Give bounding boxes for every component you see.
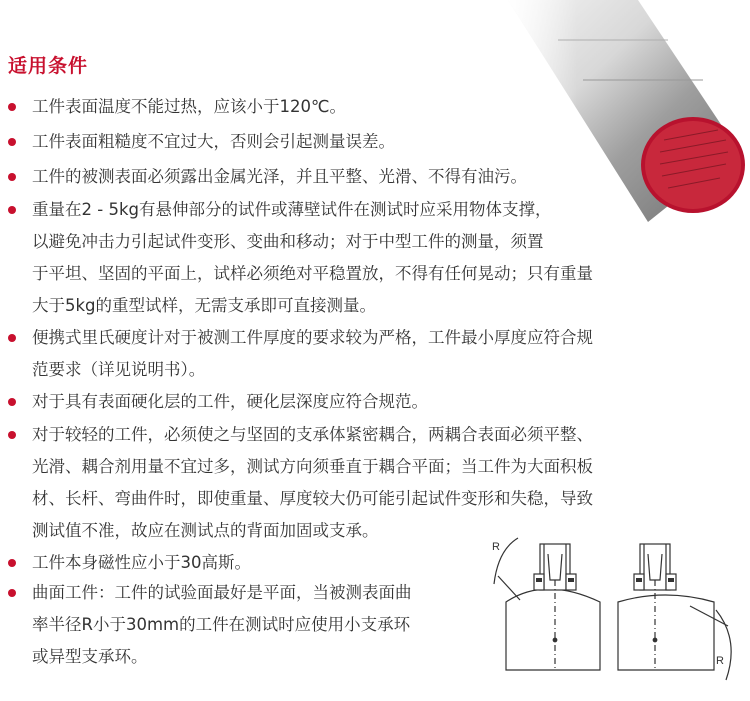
condition-text-line: 工件的被测表面必须露出金属光泽，并且平整、光滑、不得有油污。 <box>32 167 527 186</box>
condition-item <box>8 322 593 386</box>
condition-item <box>8 419 593 547</box>
condition-item <box>8 194 593 322</box>
condition-text-line: 对于具有表面硬化层的工件，硬化层深度应符合规范。 <box>32 392 428 411</box>
radius-label-left: R <box>492 541 500 553</box>
condition-item <box>8 577 412 673</box>
condition-text-line: 工件表面粗糙度不宜过大，否则会引起测量误差。 <box>32 132 395 151</box>
bullet-icon <box>8 431 16 439</box>
condition-text-line: 大于5kg的重型试样，无需支承即可直接测量。 <box>32 296 377 315</box>
condition-text-line: 范要求（详见说明书）。 <box>32 360 206 379</box>
curved-surface-support-diagram <box>490 530 750 701</box>
condition-text-line: 曲面工件：工件的试验面最好是平面，当被测表面曲 <box>32 583 412 602</box>
condition-text-line: 率半径R小于30mm的工件在测试时应使用小支承环 <box>32 615 411 634</box>
condition-text-line: 便携式里氏硬度计对于被测工件厚度的要求较为严格，工件最小厚度应符合规 <box>32 328 593 347</box>
bullet-icon <box>8 206 16 214</box>
condition-item <box>8 386 428 418</box>
bullet-icon <box>8 138 16 146</box>
radius-label-right: R <box>716 655 724 667</box>
bullet-icon <box>8 559 16 567</box>
condition-item <box>8 91 346 123</box>
section-title: 适用条件 <box>8 55 89 77</box>
condition-text-line: 或异型支承环。 <box>32 647 148 666</box>
condition-text-line: 工件本身磁性应小于30高斯。 <box>32 553 251 572</box>
condition-text-line: 于平坦、坚固的平面上，试样必须绝对平稳置放，不得有任何晃动；只有重量 <box>32 264 593 283</box>
bullet-icon <box>8 398 16 406</box>
bullet-icon <box>8 589 16 597</box>
condition-text-line: 重量在2 - 5kg有悬伸部分的试件或薄壁试件在测试时应采用物体支撑， <box>32 200 552 219</box>
condition-text-line: 材、长杆、弯曲件时，即使重量、厚度较大仍可能引起试件变形和失稳，导致 <box>32 489 593 508</box>
condition-text-line: 光滑、耦合剂用量不宜过多，测试方向须垂直于耦合平面；当工件为大面积板 <box>32 457 593 476</box>
condition-text-line: 对于较轻的工件，必须使之与坚固的支承体紧密耦合，两耦合表面必须平整、 <box>32 425 593 444</box>
condition-item <box>8 126 395 158</box>
bullet-icon <box>8 334 16 342</box>
condition-item <box>8 547 251 579</box>
condition-text-line: 以避免冲击力引起试件变形、变曲和移动；对于中型工件的测量，须置 <box>32 232 544 251</box>
bullet-icon <box>8 173 16 181</box>
bullet-icon <box>8 103 16 111</box>
condition-item <box>8 161 527 193</box>
condition-text-line: 测试值不准，故应在测试点的背面加固或支承。 <box>32 521 379 540</box>
condition-text-line: 工件表面温度不能过热，应该小于120℃。 <box>32 97 347 116</box>
